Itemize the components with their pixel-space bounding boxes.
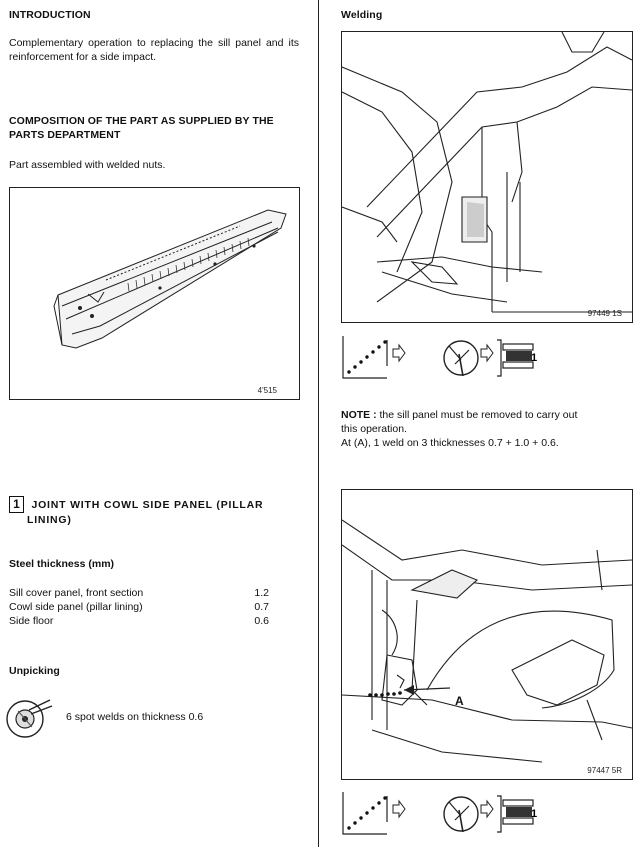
steel-row [9, 614, 269, 628]
sill-part-illustration [10, 188, 299, 399]
joint-title-line1: JOINT WITH COWL SIDE PANEL (PILLAR [31, 499, 264, 511]
steel-row-label: Sill cover panel, front section [9, 587, 144, 599]
spot-weld-line-symbol [343, 336, 405, 378]
steel-row-value: 1.2 [254, 587, 269, 599]
mig-plug-weld-symbol [444, 797, 493, 832]
composition-heading-line1: COMPOSITION OF THE PART AS SUPPLIED BY THE [9, 115, 274, 127]
composition-heading-line2: PARTS DEPARTMENT [9, 129, 121, 141]
joint-number-badge: 1 [9, 496, 24, 513]
welding-figure-top-illustration [342, 32, 632, 322]
column-divider [318, 0, 319, 847]
plug-weld-section-symbol [497, 796, 533, 832]
figure-reference: 97449 1S [587, 309, 622, 318]
mig-plug-weld-symbol [444, 341, 493, 376]
unpicking-heading: Unpicking [9, 665, 60, 677]
note-line-1 [341, 408, 636, 422]
symbol-digit: 1 [531, 808, 538, 820]
sill-part-figure [9, 187, 300, 400]
note-text-1: the sill panel must be removed to carry out [379, 409, 578, 421]
joint-title [9, 495, 263, 513]
steel-row [9, 600, 269, 614]
welding-figure-bottom [341, 489, 633, 780]
steel-row-value: 0.7 [254, 601, 269, 613]
steel-thickness-heading: Steel thickness (mm) [9, 558, 115, 570]
intro-text: Complementary operation to replacing the sill panel and its reinforcement for a side impact. [9, 37, 299, 63]
composition-text: Part assembled with welded nuts. [9, 159, 166, 171]
spot-weld-line-symbol [343, 792, 405, 834]
steel-row-value: 0.6 [254, 615, 269, 627]
note-label: NOTE : [341, 409, 377, 421]
steel-thickness-table [9, 586, 269, 628]
welding-heading: Welding [341, 9, 383, 21]
steel-row [9, 586, 269, 600]
note-line-2: this operation. [341, 423, 407, 435]
callout-a-label: A [455, 694, 464, 708]
spot-weld-drill-icon [4, 698, 54, 740]
unpicking-text: 6 spot welds on thickness 0.6 [66, 711, 204, 723]
welding-symbols-row-1 [341, 334, 541, 382]
steel-row-label: Cowl side panel (pillar lining) [9, 601, 143, 613]
welding-symbols-row-2 [341, 790, 541, 838]
welding-figure-top [341, 31, 633, 323]
steel-row-label: Side floor [9, 615, 54, 627]
figure-reference: 97447 5R [587, 766, 622, 775]
plug-weld-section-symbol [497, 340, 533, 376]
welding-figure-bottom-illustration [342, 490, 632, 779]
figure-reference: 4'515 [257, 386, 277, 395]
note-line-3: At (A), 1 weld on 3 thicknesses 0.7 + 1.0 + 0.6. [341, 437, 559, 449]
note-block [341, 408, 636, 450]
intro-heading: INTRODUCTION [9, 9, 91, 21]
symbol-digit: 1 [531, 352, 538, 364]
joint-title-line2: LINING) [27, 514, 72, 526]
